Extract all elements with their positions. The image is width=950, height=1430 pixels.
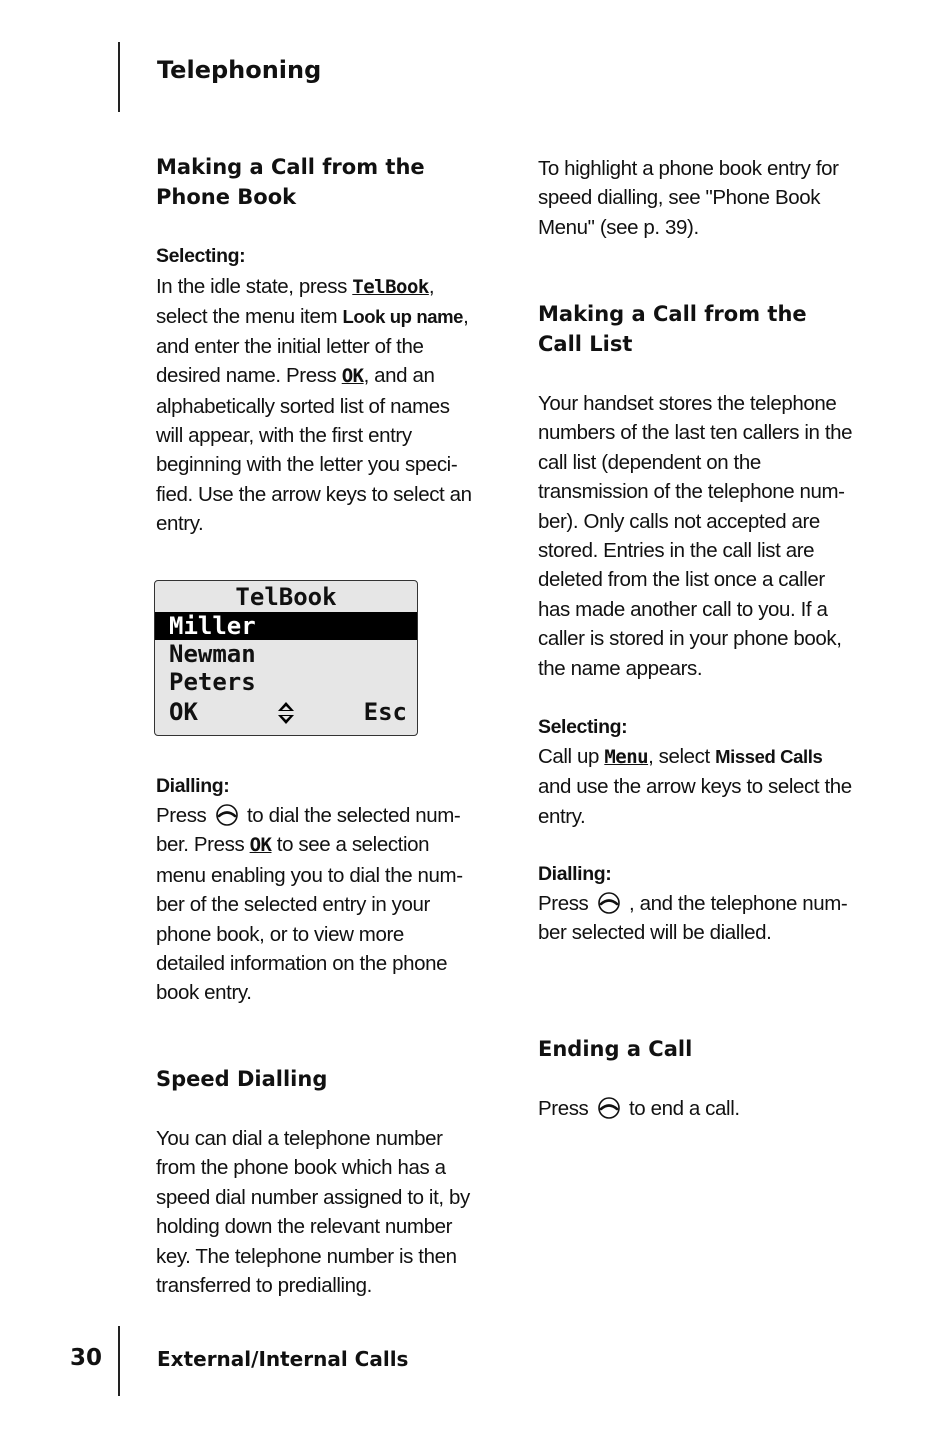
menu-item-label: Missed Calls: [715, 746, 823, 767]
display-softkeys: [155, 698, 417, 726]
display-title: TelBook: [235, 583, 337, 611]
call-list-dialling-text: Press , and the telephone num-ber selected will be dialled.: [538, 892, 848, 945]
chapter-title: Telephoning: [157, 56, 322, 84]
talk-key-icon: [596, 892, 622, 914]
end-call-key-icon: [596, 1097, 622, 1119]
display-entry: Peters: [169, 668, 256, 696]
handset-display: [154, 580, 418, 736]
section-title-phonebook-call: Making a Call from the Phone Book: [156, 155, 425, 209]
display-entry: Newman: [169, 640, 256, 668]
menu-item-label: Look up name: [342, 306, 464, 328]
up-down-arrow-icon: [275, 700, 297, 726]
section-title-call-list: Making a Call from the Call List: [538, 302, 807, 356]
header-rule: [118, 42, 120, 112]
ok-key-label: OK: [249, 834, 272, 857]
display-softkey-ok: OK: [169, 698, 198, 726]
selecting-label: Selecting:: [538, 716, 628, 738]
footer-section-title: External/Internal Calls: [157, 1347, 409, 1371]
call-list-selecting-text: Call up Menu, select Missed Calls and use the arrow keys to select the entry.: [538, 745, 852, 828]
speed-dial-reference-text: To highlight a phone book entry for speed dialling, see "Phone Book Menu" (see p. 39).: [538, 157, 839, 239]
call-list-text: Your handset stores the telephone numbers of the last ten callers in the call list (dependent on the transmission of the telephone num-ber). Only calls not accepted are stored. Entries in the call list are deleted from the list once a caller has made another call to you. If a caller is stored in your phone book, the name appears.: [538, 392, 853, 680]
ok-key-label: OK: [341, 365, 364, 388]
dialling-label: Dialling:: [156, 775, 230, 797]
ending-call-text: Press to end a call.: [538, 1097, 740, 1120]
dialling-label: Dialling:: [538, 863, 612, 885]
phonebook-selecting-text: In the idle state, press TelBook, select the menu item Look up name, and enter the initial letter of the desired name. Press OK, and an alphabetically sorted list of names will appear, with the first entry beginning with the letter you speci-fied. Use the arrow keys to select an entry.: [156, 275, 472, 536]
menu-key-label: Menu: [604, 746, 649, 768]
page-number: 30: [70, 1345, 103, 1371]
display-entry-selected: Miller: [155, 612, 417, 640]
speed-dialling-text: You can dial a telephone number from the phone book which has a speed dial number assigned to it, by holding down the relevant number key. The telephone number is then transferred to predialling.: [156, 1127, 470, 1298]
selecting-label: Selecting:: [156, 245, 246, 267]
display-softkey-esc: Esc: [363, 698, 407, 726]
footer-rule: [118, 1326, 120, 1396]
section-title-speed-dialling: Speed Dialling: [156, 1067, 328, 1091]
talk-key-icon: [214, 804, 240, 826]
telbook-key-label: TelBook: [352, 276, 429, 298]
phonebook-dialling-text: Press to dial the selected num-ber. Press OK to see a selection menu enabling you to dial the num-ber of the selected entry in your phone book, or to view more detailed information on the phone book entry.: [156, 804, 463, 1005]
section-title-ending-call: Ending a Call: [538, 1037, 693, 1061]
